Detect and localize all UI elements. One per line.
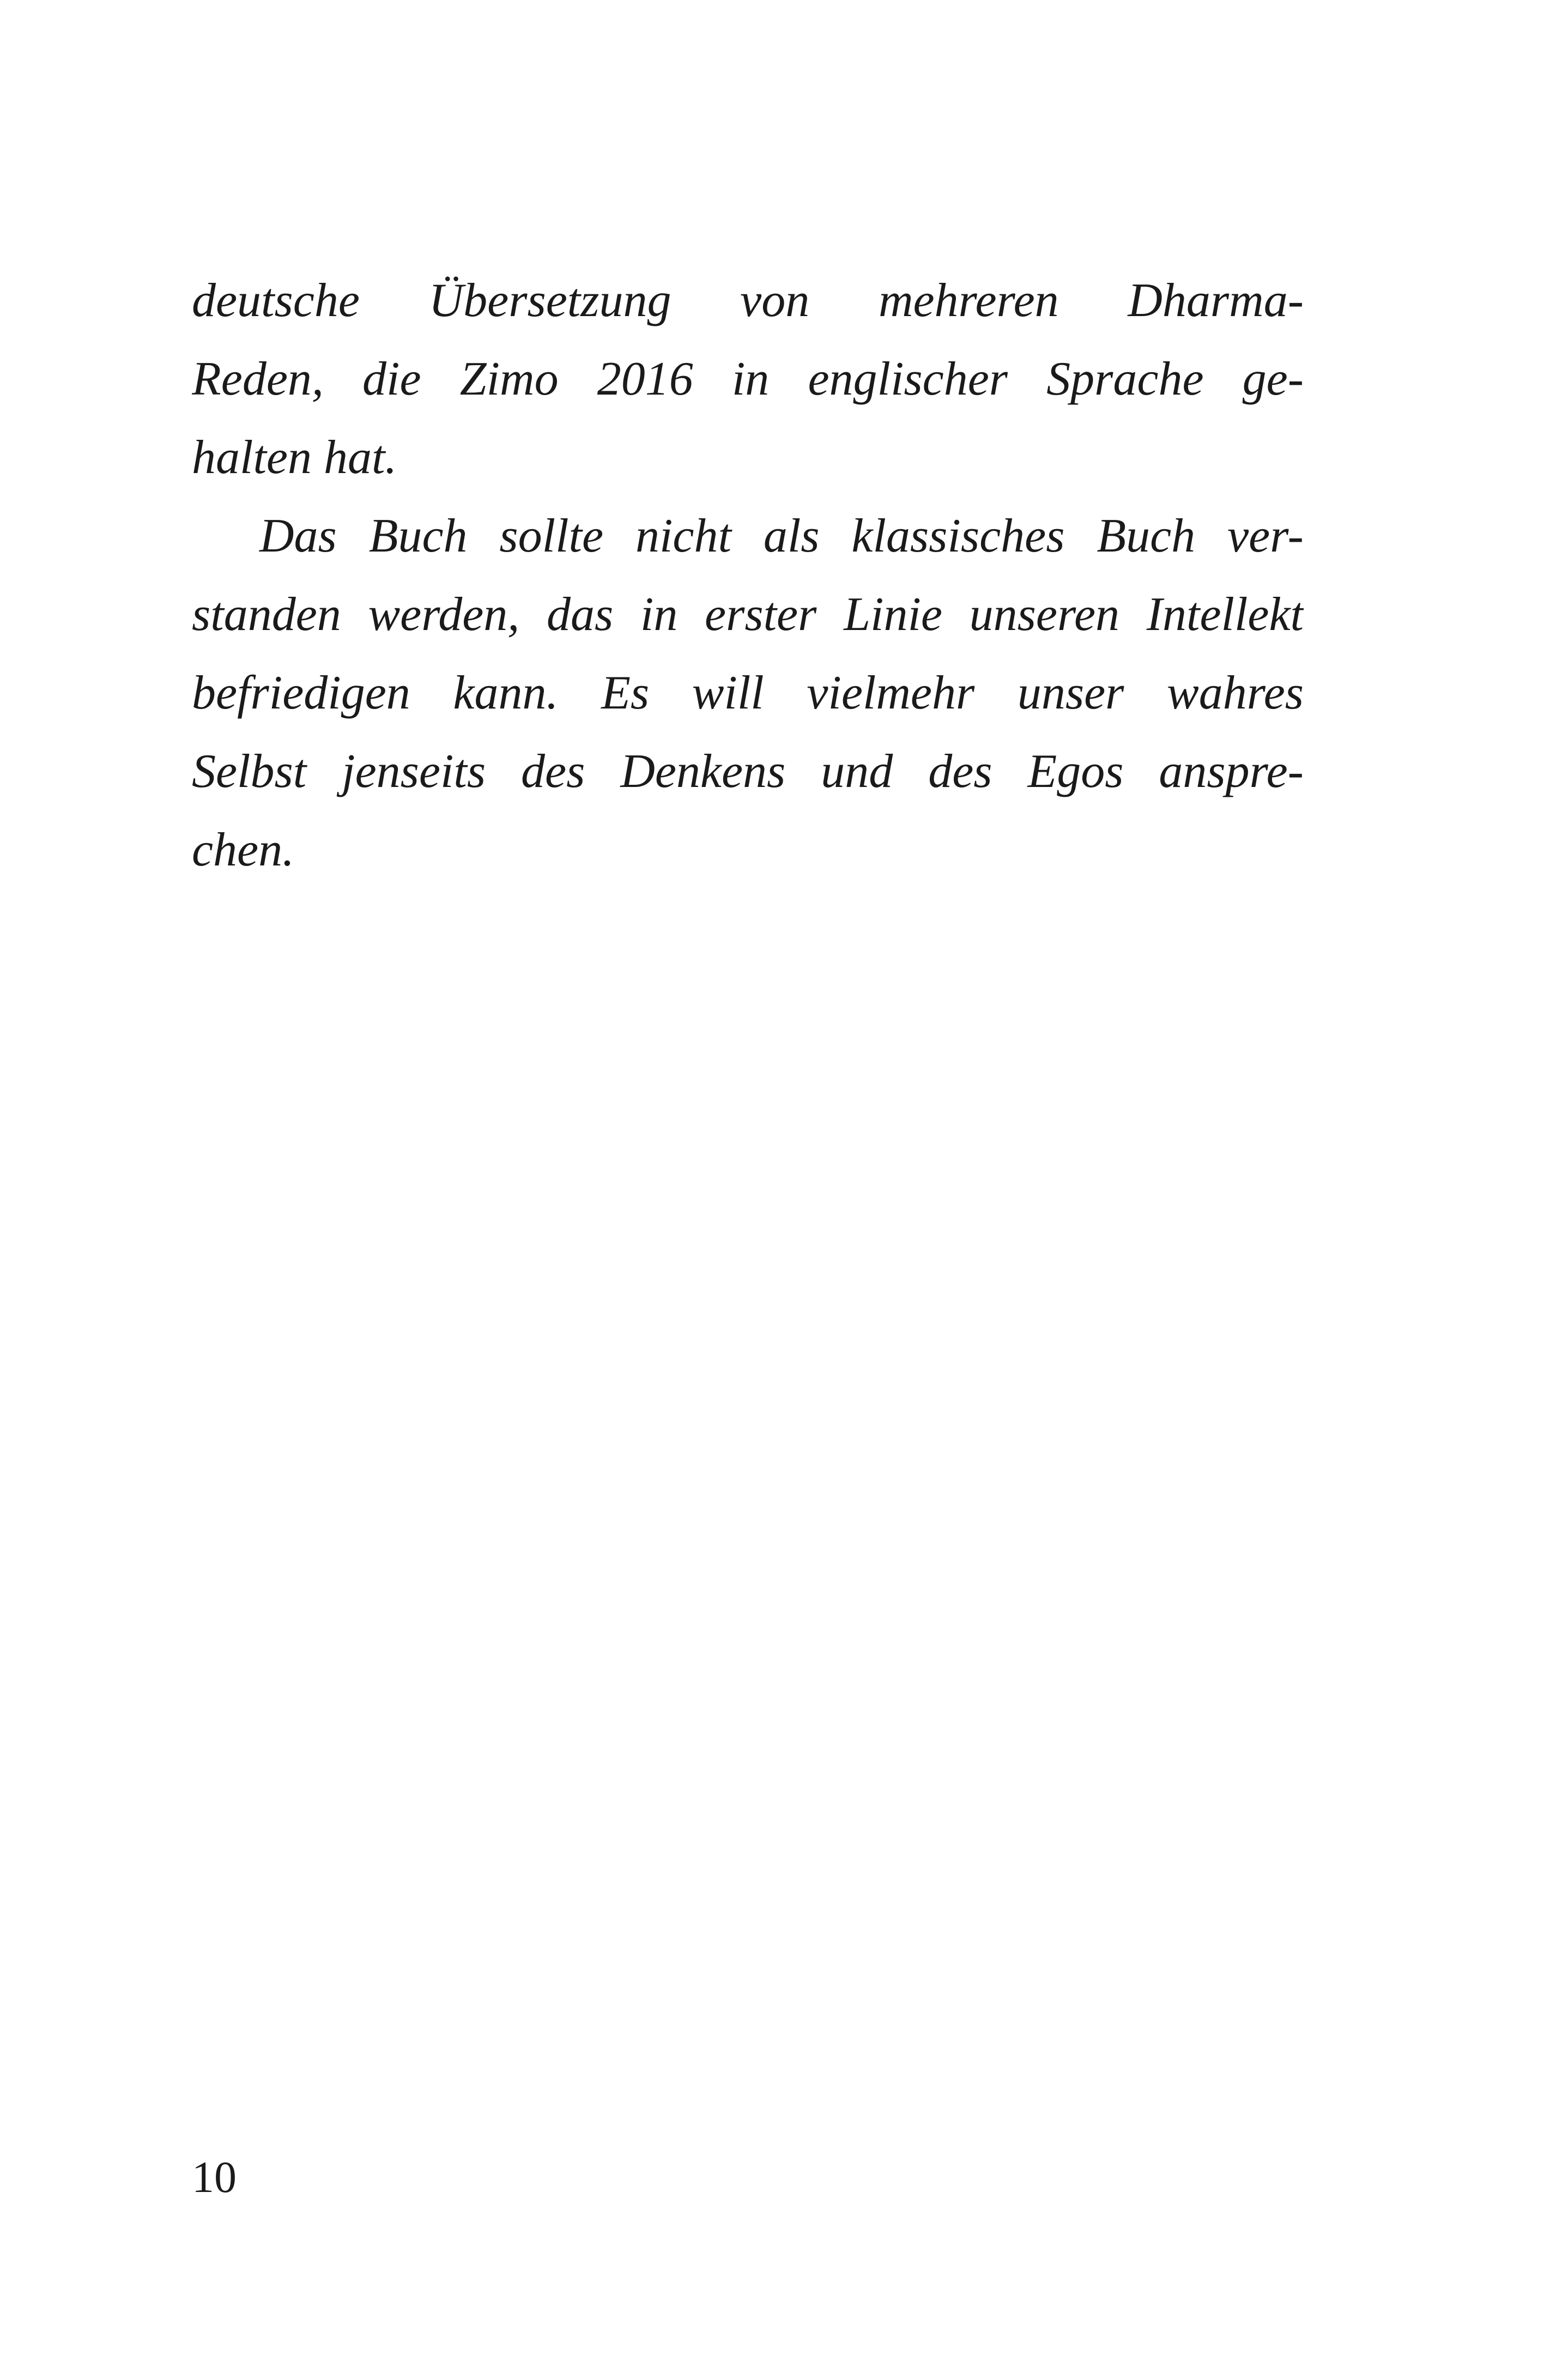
page-number: 10 xyxy=(192,2152,237,2202)
text-line: Das Buch sollte nicht als klassisches Buch ver- xyxy=(259,510,1304,562)
text-line: standen werden, das in erster Linie unseren Intellekt xyxy=(192,588,1304,641)
text-line: Selbst jenseits des Denkens und des Egos anspre- xyxy=(192,745,1304,798)
text-line: chen. xyxy=(192,823,295,876)
paragraph-2 xyxy=(192,497,1304,889)
text-line: befriedigen kann. Es will vielmehr unser wahres xyxy=(192,667,1304,719)
body-text xyxy=(192,262,1304,889)
text-line: deutsche Übersetzung von mehreren Dharma- xyxy=(192,274,1304,327)
text-line: halten hat. xyxy=(192,431,397,484)
text-line: Reden, die Zimo 2016 in englischer Sprache ge- xyxy=(192,353,1304,405)
paragraph-1 xyxy=(192,262,1304,497)
